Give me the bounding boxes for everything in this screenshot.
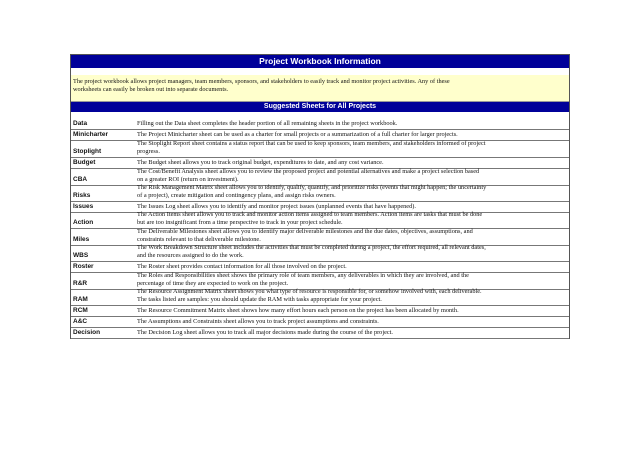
intro-paragraph	[71, 75, 569, 102]
description-line: The Budget sheet allows you to track original budget, expenditures to date, and any cost variance.	[137, 159, 384, 166]
sheet-description	[137, 246, 569, 261]
sheet-description	[137, 306, 569, 316]
sheet-description	[137, 213, 569, 228]
sheet-name: A&C	[73, 318, 88, 325]
description-line: The Roles and Responsibilities sheet shows the primary role of team members, any deliverables in which they are involved, and the	[137, 272, 469, 279]
description-line: Filling out the Data sheet completes the header portion of all remaining sheets in the project workbook.	[137, 120, 398, 127]
description-line: percentage of time they are expected to work on the project.	[137, 280, 289, 287]
sheet-name: Miles	[73, 236, 90, 243]
sheet-name: Issues	[73, 203, 94, 210]
sheet-row	[71, 328, 569, 339]
sheet-name: Budget	[73, 159, 96, 166]
sheet-name: Minicharter	[73, 131, 109, 138]
description-line: The Issues Log sheet allows you to identify and monitor project issues (unplanned events that have happened).	[137, 203, 416, 210]
workbook-sheet	[70, 54, 570, 339]
sheet-row	[71, 213, 569, 229]
description-line: The Cost/Benefit Analysis sheet allows you to review the proposed project and potential alternatives and make a project selection based	[137, 168, 480, 175]
description-line: The Project Minicharter sheet can be used as a charter for small projects or a summarization of a full charter for larger projects.	[137, 131, 458, 138]
sheet-name: Action	[73, 219, 94, 226]
description-line: of a project), create mitigation and contingency plans, and assign risks owners.	[137, 192, 336, 199]
sheet-row	[71, 290, 569, 306]
sheet-description	[137, 229, 569, 245]
description-line: The Action Items sheet allows you to track and monitor action items assigned to team members. Action items are tasks that must be done	[137, 211, 483, 218]
description-line: The Work Breakdown Structure sheet includes the activities that must be completed during a project, the effort required, all relevant dates,	[137, 244, 486, 251]
intro-line: The project workbook allows project managers, team members, sponsors, and stakeholders to easily track and monitor project activities. Any of these	[73, 78, 450, 85]
sheet-row	[71, 141, 569, 158]
sheet-row	[71, 112, 569, 130]
sheet-list	[71, 112, 569, 339]
sheet-description	[137, 290, 569, 305]
sheet-description	[137, 141, 569, 157]
description-line: The Deliverable Milestones sheet allows you to identify major deliverable milestones and the due dates, objectives, assumptions, and	[137, 228, 473, 235]
workbook-title: Project Workbook Information	[71, 55, 569, 68]
description-line: The Decision Log sheet allows you to track all major decisions made during the course of the project.	[137, 329, 393, 336]
description-line: and the resources assigned to do the work.	[137, 252, 244, 259]
sheet-name: Data	[73, 120, 88, 127]
description-line: The Resource Assignment Matrix sheet shows you what type of resource is responsible for, or somehow involved with, each deliverable.	[137, 288, 482, 295]
sheet-description	[137, 130, 569, 140]
sheet-description	[137, 158, 569, 168]
spacer	[71, 68, 569, 75]
description-line: The Resource Commitment Matrix sheet shows how many effort hours each person on the project has been allocated by month.	[137, 307, 459, 314]
sheet-description	[137, 273, 569, 289]
sheet-name: RCM	[73, 307, 88, 314]
description-line: but are too insignificant from a time perspective to track in your project schedule.	[137, 219, 343, 226]
sheet-description	[137, 112, 569, 129]
sheet-description	[137, 186, 569, 201]
sheet-row	[71, 246, 569, 262]
sheet-name: Stoplight	[73, 148, 102, 155]
description-line: The Risk Management Matrix sheet allows you to identify, qualify, quantify, and prioritize risks (events that might happen; the uncertainty	[137, 184, 487, 191]
description-line: The Roster sheet provides contact information for all those involved on the project.	[137, 263, 347, 270]
sheet-row	[71, 306, 569, 317]
description-line: The Assumptions and Constraints sheet allows you to track project assumptions and constraints.	[137, 318, 379, 325]
sheet-name: Risks	[73, 192, 91, 199]
description-line: The tasks listed are samples: you should update the RAM with tasks appropriate for your project.	[137, 296, 382, 303]
description-line: constraints relevant to that deliverable milestone.	[137, 236, 261, 243]
sheet-name: R&R	[73, 280, 88, 287]
sheet-description	[137, 328, 569, 338]
sheet-name: RAM	[73, 296, 88, 303]
description-line: on a greater ROI (return on investment).	[137, 176, 239, 183]
sheet-description	[137, 169, 569, 185]
description-line: progress.	[137, 148, 160, 155]
sheet-description	[137, 317, 569, 327]
sheet-row	[71, 186, 569, 202]
intro-line: worksheets can easily be broken out into separate documents.	[73, 86, 229, 93]
sheet-name: Decision	[73, 329, 101, 336]
description-line: The Stoplight Report sheet contains a status report that can be used to keep sponsors, team members, and stakeholders informed of project	[137, 140, 486, 147]
sheet-name: CBA	[73, 176, 88, 183]
sheet-description	[137, 262, 569, 272]
section-title: Suggested Sheets for All Projects	[71, 102, 569, 112]
sheet-name: WBS	[73, 252, 89, 259]
sheet-row	[71, 317, 569, 328]
sheet-name: Roster	[73, 263, 94, 270]
